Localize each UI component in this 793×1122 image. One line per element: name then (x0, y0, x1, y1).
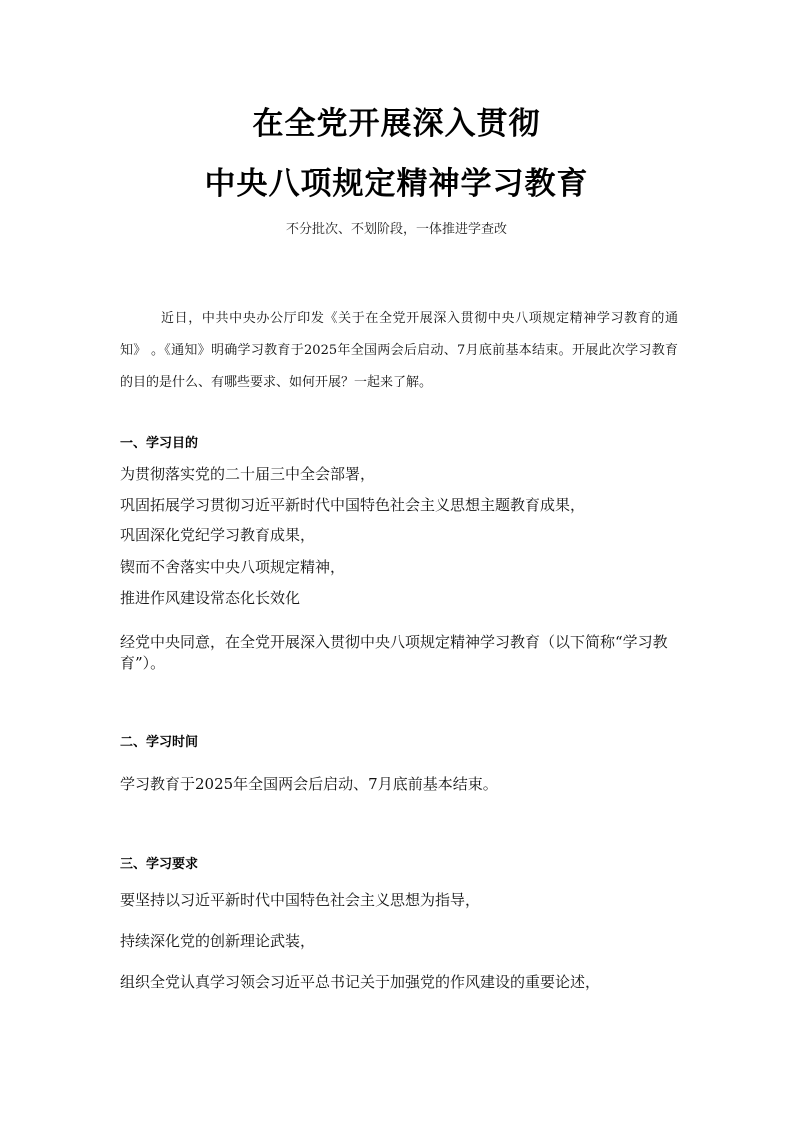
document-subtitle: 不分批次、不划阶段，一体推进学查改 (285, 222, 507, 237)
section-2-heading: 二、学习时间 (120, 735, 199, 750)
section-1-line: 推进作风建设常态化长效化 (120, 589, 301, 607)
section-1-line: 锲而不舍落实中央八项规定精神， (120, 558, 346, 576)
section-3-line: 持续深化党的创新理论武装， (120, 932, 316, 950)
section-1-heading: 一、学习目的 (120, 436, 199, 451)
section-1-paragraph: 经党中央同意，在全党开展深入贯彻中央八项规定精神学习教育（以下简称“学习教育”）。 (120, 633, 668, 672)
document-title-line-1: 在全党开展深入贯彻 (252, 106, 541, 142)
section-3-line: 要坚持以习近平新时代中国特色社会主义思想为指导， (120, 891, 481, 909)
section-3-heading: 三、学习要求 (120, 857, 199, 872)
section-2-text: 学习教育于2025年全国两会后启动、7月底前基本结束。 (120, 775, 498, 793)
section-1-line: 为贯彻落实党的二十届三中全会部署， (120, 465, 376, 483)
document-title-line-2: 中央八项规定精神学习教育 (204, 166, 589, 202)
section-1-line: 巩固深化党纪学习教育成果， (120, 526, 316, 544)
section-1-line: 巩固拓展学习贯彻习近平新时代中国特色社会主义思想主题教育成果， (120, 496, 586, 514)
intro-paragraph: 近日，中共中央办公厅印发《关于在全党开展深入贯彻中央八项规定精神学习教育的通知》 。《通知》明确学习教育于2025年全国两会后启动、7月底前基本结束。开展此次学习教育的目的是什么、有哪些要求、如何开展？一起来了解。 (120, 311, 678, 390)
section-3-line: 组织全党认真学习领会习近平总书记关于加强党的作风建设的重要论述， (120, 973, 601, 991)
